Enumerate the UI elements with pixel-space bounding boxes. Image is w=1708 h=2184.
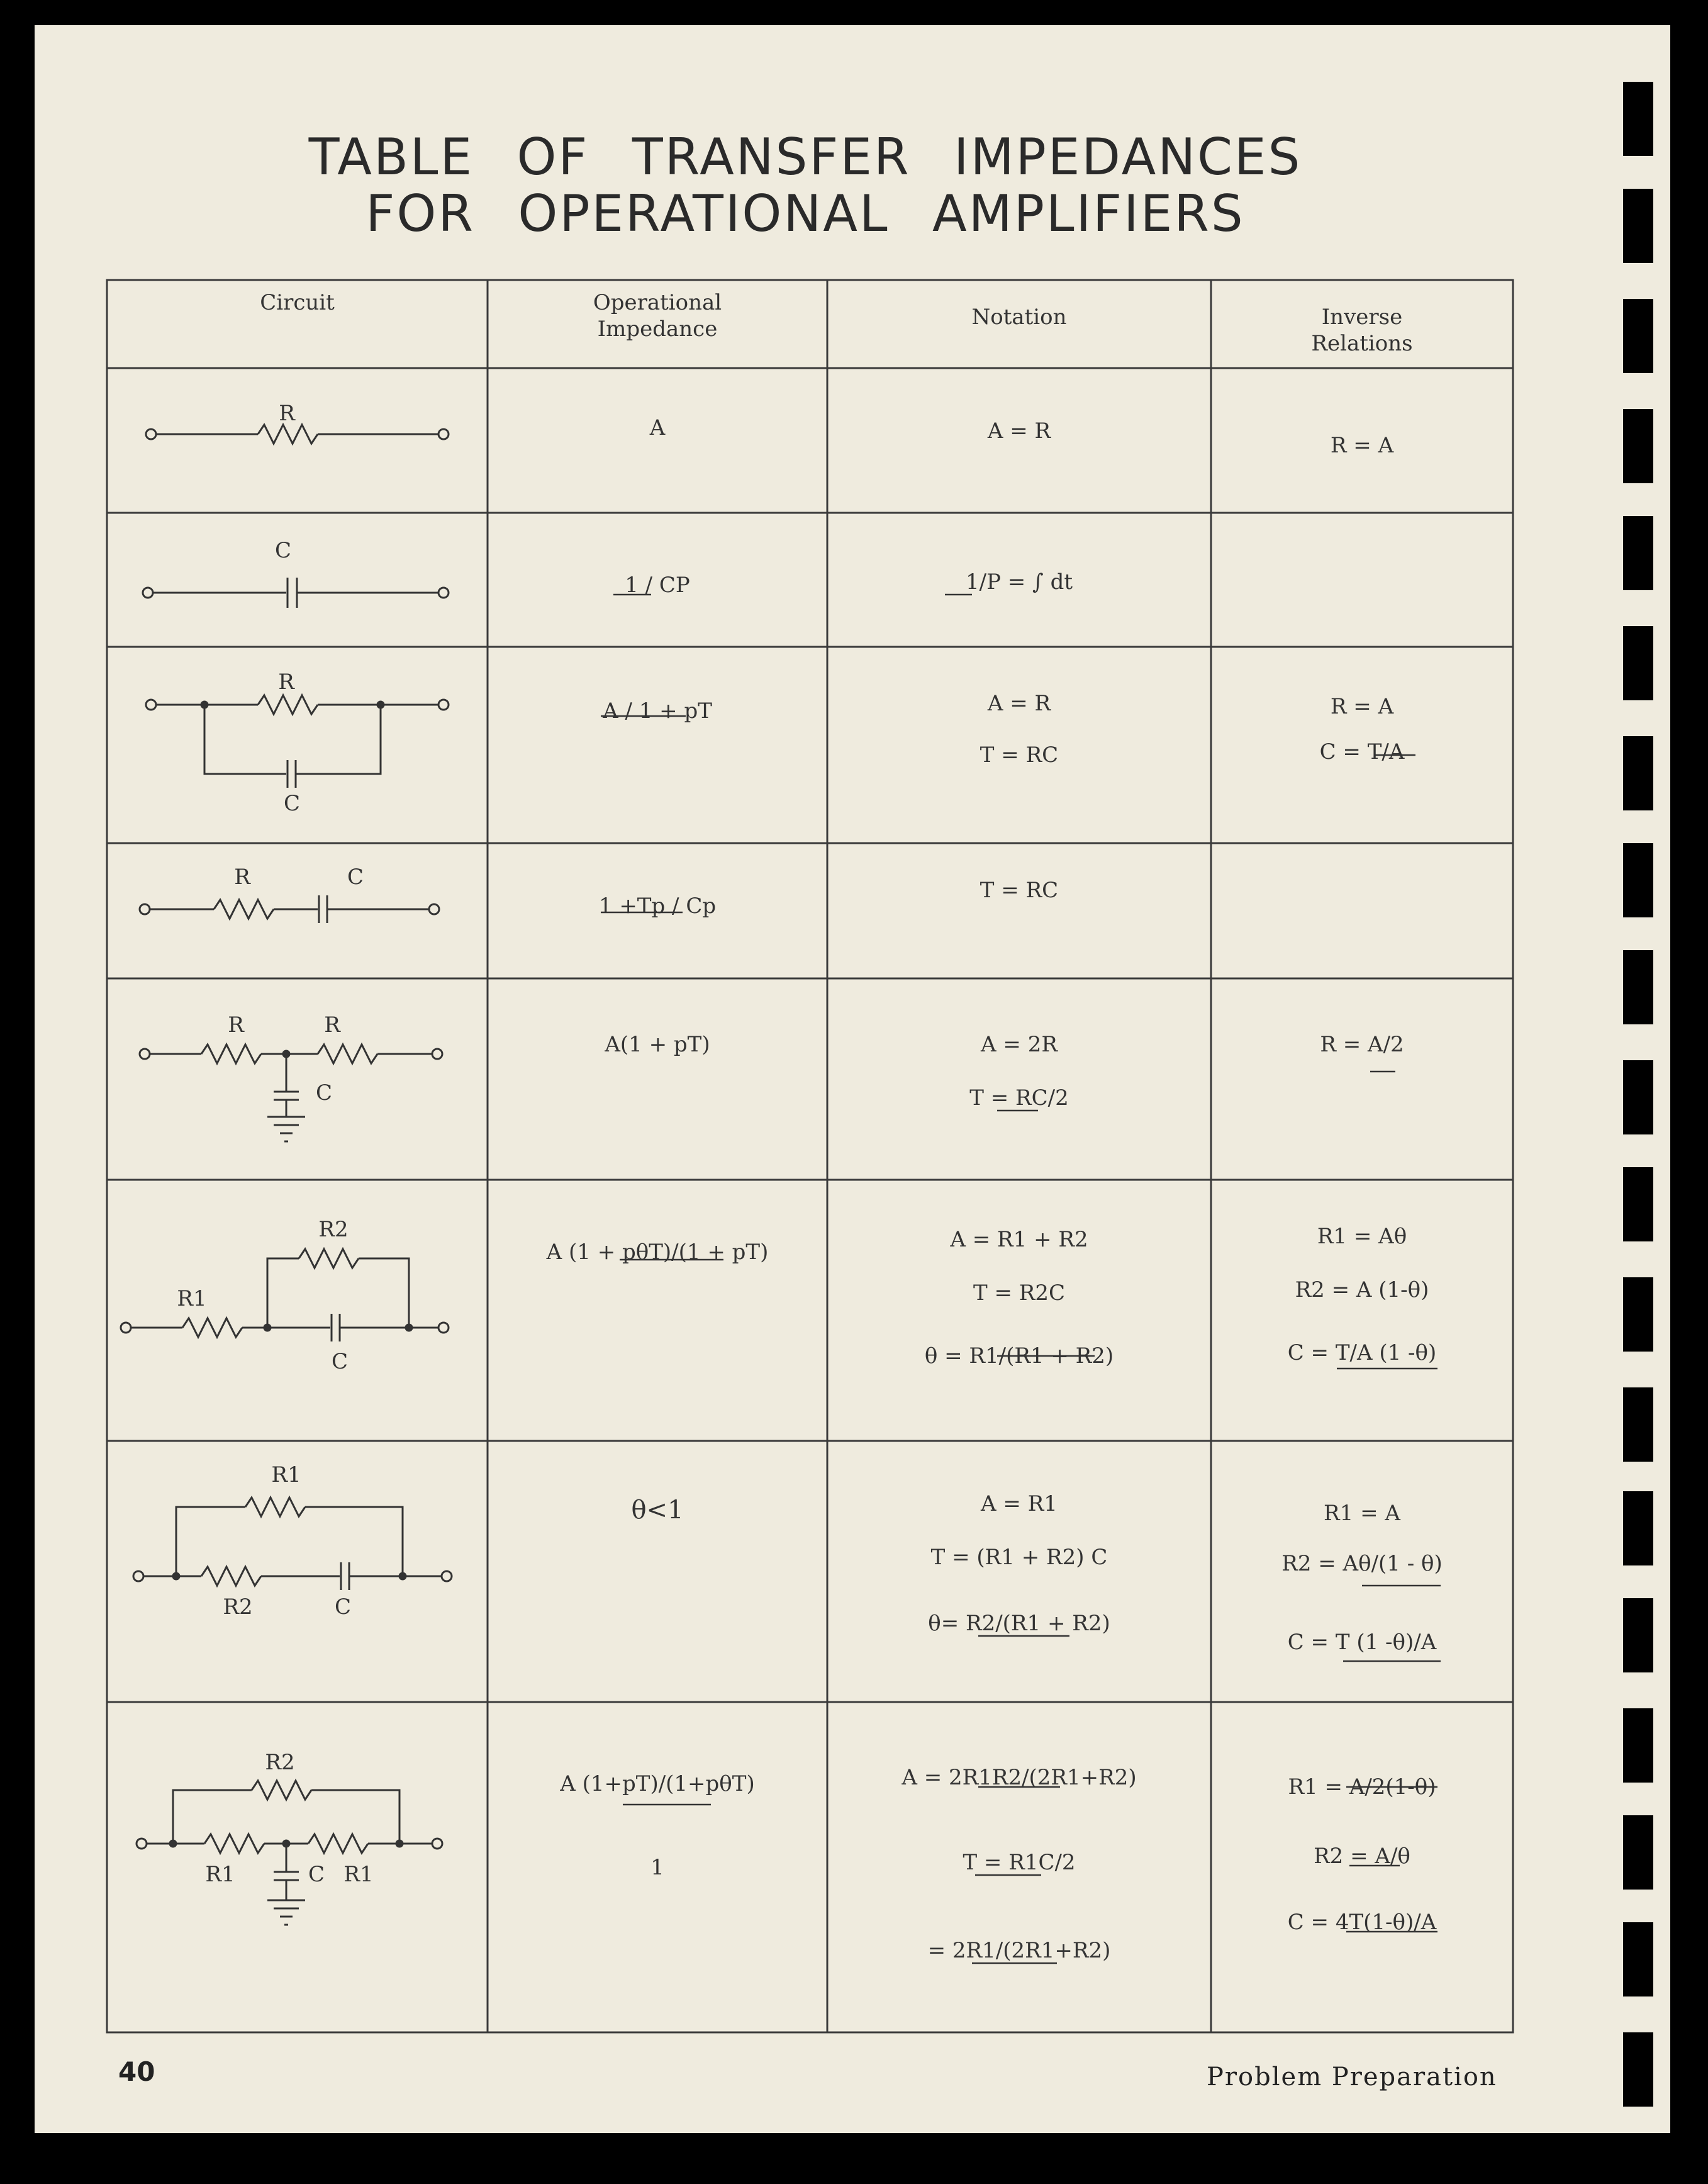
notation-row6-a: A = R1 + R2 xyxy=(950,1227,1088,1252)
inverse-row8-r2: R2 = A/θ xyxy=(1314,1844,1410,1869)
label-r1: R1 xyxy=(343,1862,374,1887)
circuit-rc-series xyxy=(140,895,439,923)
header-op-line2: Impedance xyxy=(597,316,718,342)
label-r1: R1 xyxy=(271,1462,301,1487)
notation-row8-theta: = 2R1/(2R1+R2) xyxy=(927,1938,1111,1963)
notation-row3-t: T = RC xyxy=(980,742,1059,768)
header-notation: Notation xyxy=(971,305,1067,330)
notation-row7-theta: θ= R2/(R1 + R2) xyxy=(928,1611,1110,1636)
label-r2: R2 xyxy=(265,1750,295,1775)
inverse-row7-r1: R1 = A xyxy=(1324,1501,1400,1526)
impedance-row7: θ<1 xyxy=(631,1496,684,1525)
label-r: R xyxy=(228,1012,244,1038)
label-c: C xyxy=(347,865,364,890)
page-number: 40 xyxy=(118,2056,155,2087)
notation-row5-a: A = 2R xyxy=(981,1032,1058,1057)
inverse-row7-c: C = T (1 -θ)/A xyxy=(1287,1630,1437,1655)
header-inv-line1: Inverse xyxy=(1321,305,1403,330)
notation-row6-theta: θ = R1/(R1 + R2) xyxy=(924,1343,1114,1369)
impedance-row4: 1 +Tp / Cp xyxy=(598,893,717,919)
notation-row8-a: A = 2R1R2/(2R1+R2) xyxy=(901,1765,1137,1790)
header-inv-line2: Relations xyxy=(1311,331,1413,356)
impedance-row1: A xyxy=(649,415,666,440)
notation-row2: 1/P = ∫ dt xyxy=(965,569,1073,595)
impedance-row8-one: 1 xyxy=(650,1855,664,1880)
notation-row4: T = RC xyxy=(980,878,1059,903)
circuit-r1-r2c xyxy=(121,1249,449,1341)
label-c: C xyxy=(308,1862,325,1887)
title-line-1: TABLE OF TRANSFER IMPEDANCES xyxy=(308,128,1302,186)
header-inverse-relations xyxy=(1211,304,1513,357)
impedance-row6: A (1 + pθT)/(1 + pT) xyxy=(546,1240,769,1265)
impedance-row2: 1 / CP xyxy=(625,573,690,598)
notation-row3-a: A = R xyxy=(987,691,1051,716)
section-title: Problem Preparation xyxy=(1207,2063,1497,2092)
impedance-row3: A / 1 + pT xyxy=(603,698,712,724)
label-c: C xyxy=(334,1594,352,1620)
label-r: R xyxy=(279,401,295,426)
circuit-capacitor xyxy=(143,578,449,608)
header-circuit: Circuit xyxy=(260,290,335,315)
notation-row6-t: T = R2C xyxy=(973,1280,1066,1306)
inverse-row5: R = A/2 xyxy=(1320,1032,1404,1057)
label-c: C xyxy=(315,1080,333,1106)
header-operational-impedance xyxy=(488,289,827,342)
label-r: R xyxy=(278,669,294,695)
inverse-row7-r2: R2 = Aθ/(1 - θ) xyxy=(1281,1551,1443,1576)
label-r1: R1 xyxy=(177,1286,207,1311)
inverse-row6-r2: R2 = A (1-θ) xyxy=(1295,1277,1429,1302)
label-r2: R2 xyxy=(223,1594,253,1620)
circuit-rc-parallel xyxy=(146,695,449,788)
label-r: R xyxy=(234,865,250,890)
label-c: C xyxy=(283,791,301,816)
inverse-row8-c: C = 4T(1-θ)/A xyxy=(1287,1910,1437,1935)
circuit-r1-parallel-r2c xyxy=(133,1498,452,1590)
notation-row7-t: T = (R1 + R2) C xyxy=(930,1545,1108,1570)
header-op-line1: Operational xyxy=(593,290,722,315)
label-r1: R1 xyxy=(205,1862,235,1887)
inverse-row3-r: R = A xyxy=(1330,694,1394,719)
circuit-t-network xyxy=(140,1044,442,1141)
impedance-row8: A (1+pT)/(1+pθT) xyxy=(560,1771,755,1796)
notation-row8-t: T = R1C/2 xyxy=(963,1850,1076,1875)
notation-row5-t: T = RC/2 xyxy=(969,1085,1069,1111)
notation-row1: A = R xyxy=(987,418,1051,444)
label-c: C xyxy=(331,1349,349,1374)
impedance-row5: A(1 + pT) xyxy=(605,1032,710,1057)
inverse-row1: R = A xyxy=(1330,433,1394,458)
inverse-row6-c: C = T/A (1 -θ) xyxy=(1287,1340,1437,1365)
inverse-row6-r1: R1 = Aθ xyxy=(1317,1224,1407,1249)
circuit-bridged-t xyxy=(137,1781,442,1925)
inverse-row8-r1: R1 = A/2(1-θ) xyxy=(1288,1774,1436,1800)
inverse-row3-c: C = T/A xyxy=(1319,739,1405,764)
label-r: R xyxy=(324,1012,340,1038)
label-r2: R2 xyxy=(318,1217,349,1242)
circuit-resistor xyxy=(146,425,449,444)
label-c: C xyxy=(274,538,292,563)
title-line-2: FOR OPERATIONAL AMPLIFIERS xyxy=(366,184,1245,243)
notation-row7-a: A = R1 xyxy=(981,1491,1058,1516)
